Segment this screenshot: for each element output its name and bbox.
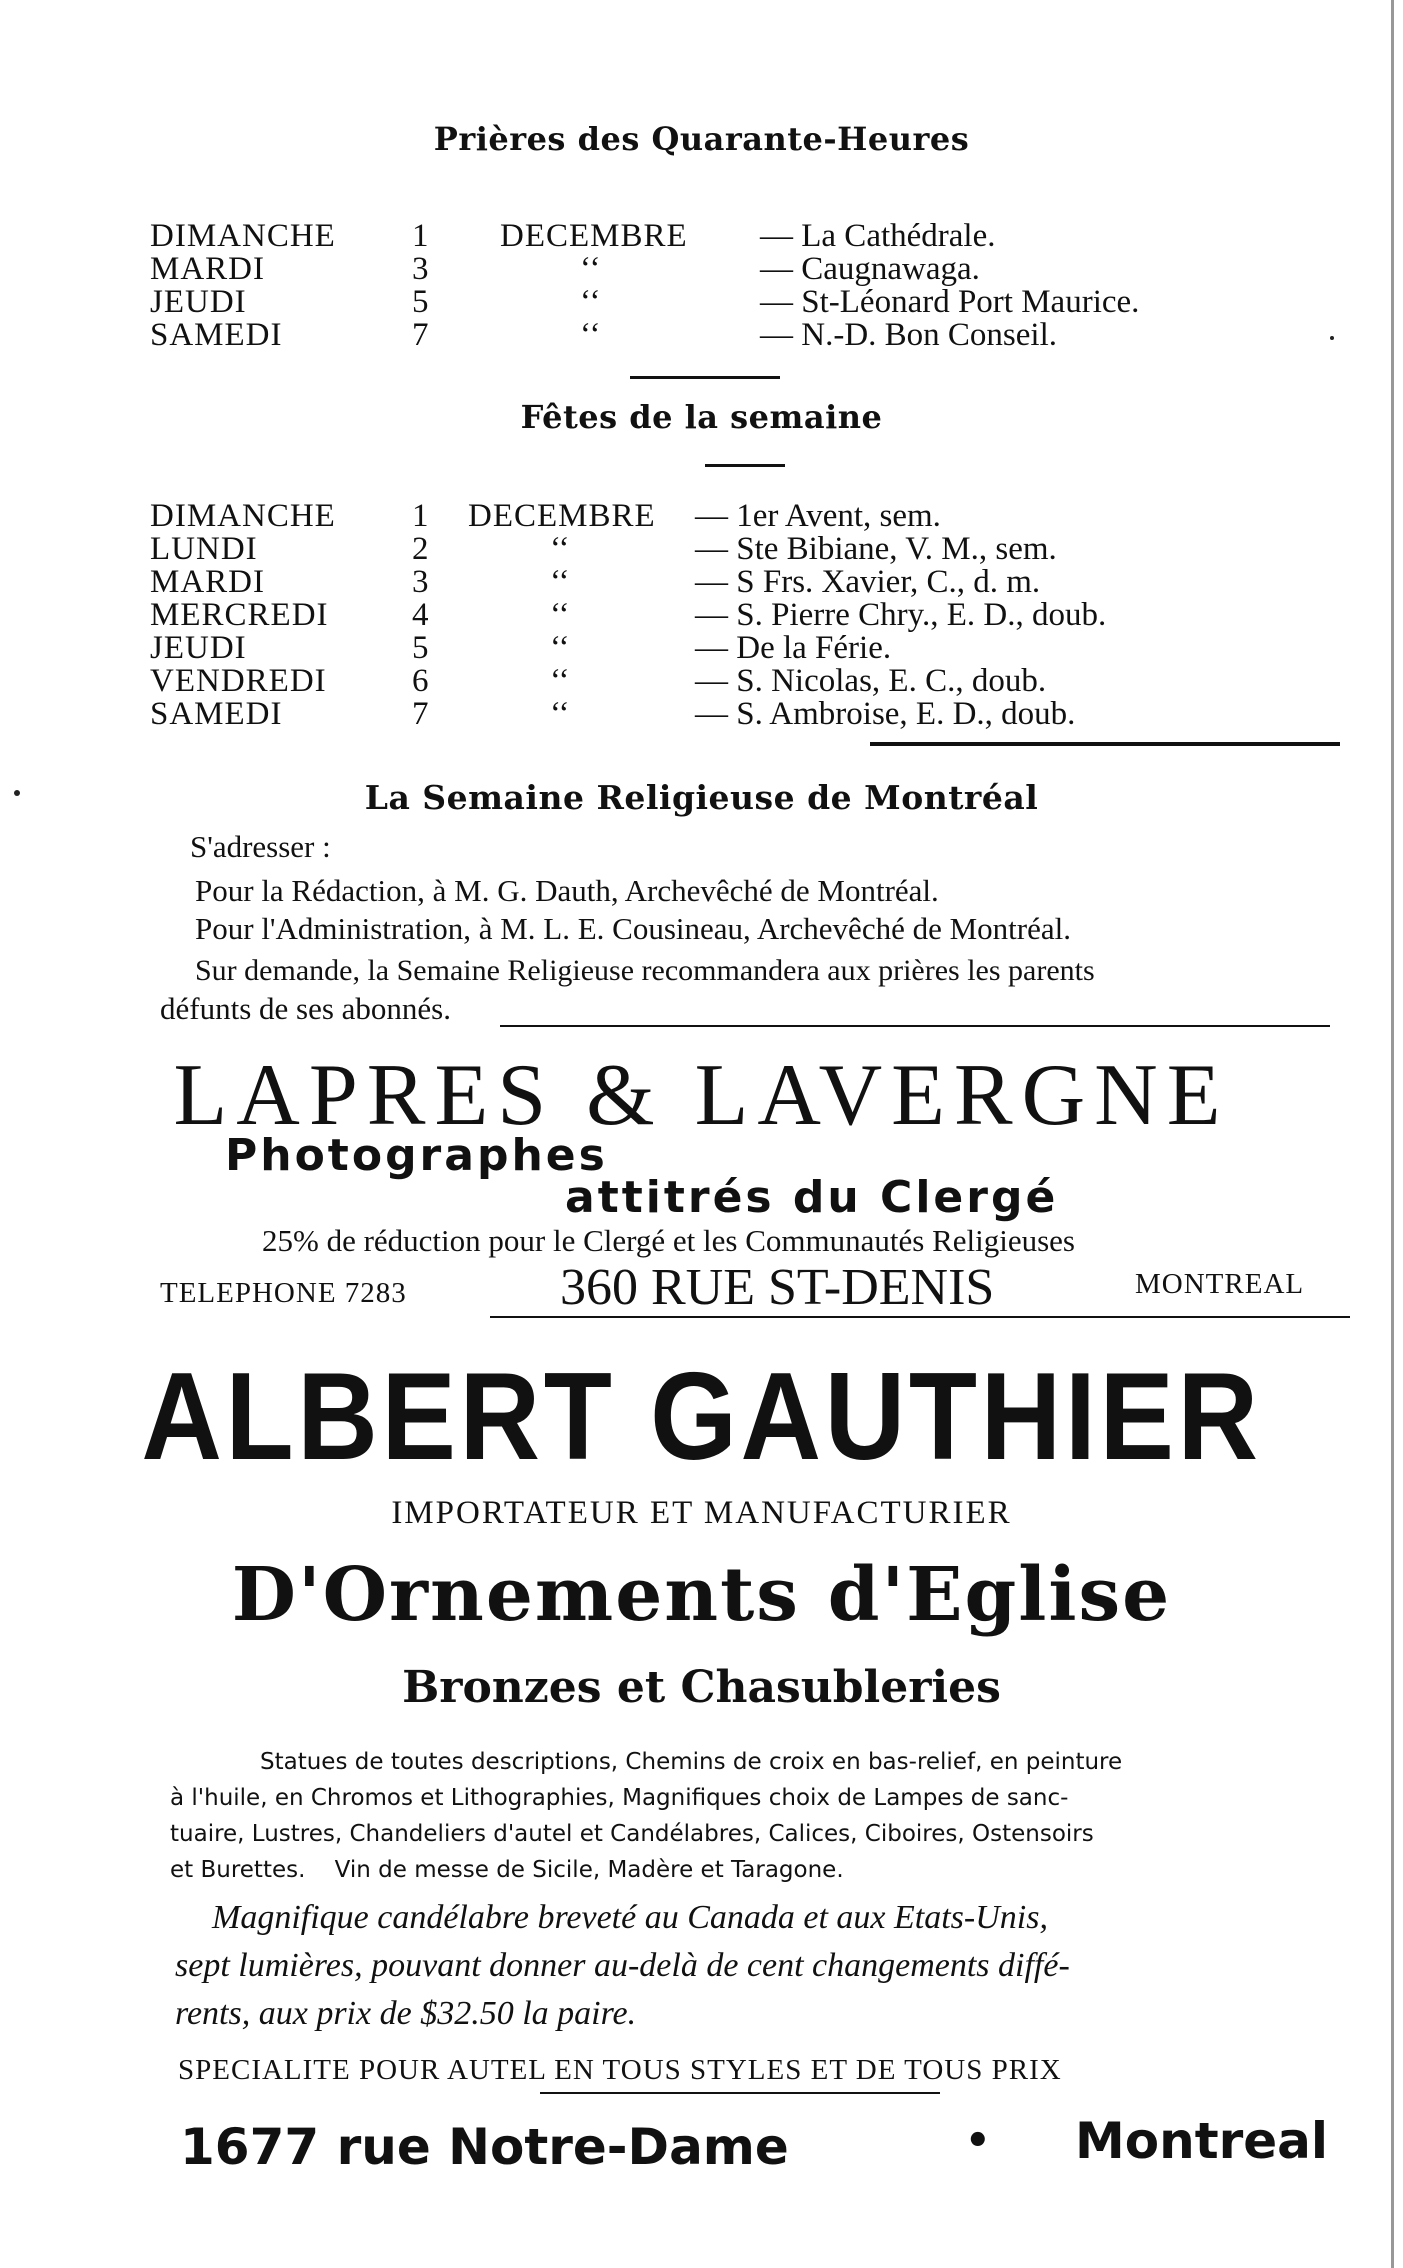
month-cell: DECEMBRE [468,498,656,534]
gauthier-address: 1677 rue Notre-Dame [180,2118,789,2176]
day-cell: MARDI [150,251,266,287]
lapres-lavergne-name: LAPRES & LAVERGNE [173,1047,1230,1144]
month-cell: ‘‘ [550,663,570,699]
semaine-title: La Semaine Religieuse de Montréal [364,778,1039,817]
address-bullet: • [965,2118,991,2164]
specialite-line: SPECIALITE POUR AUTEL EN TOUS STYLES ET DE TOUS PRIX [178,2054,1062,2086]
date-cell: 6 [412,663,429,699]
semaine-line: défunts de ses abonnés. [160,991,451,1026]
feast-cell: — S. Ambroise, E. D., doub. [695,696,1076,732]
albert-gauthier-name: ALBERT GAUTHIER [141,1348,1262,1486]
candelabre-text: Magnifique candélabre breveté au Canada et aux Etats-Unis, [212,1899,1048,1936]
gauthier-description: tuaire, Lustres, Chandeliers d'autel et Candélabres, Calices, Ciboires, Ostensoirs [170,1821,1094,1847]
feast-cell: — Ste Bibiane, V. M., sem. [695,531,1057,567]
month-cell: ‘‘ [550,597,570,633]
place-cell: — La Cathédrale. [760,218,996,254]
semaine-line: S'adresser : [190,829,331,864]
ornements-title: D'Ornements d'Eglise [231,1552,1172,1638]
gauthier-description: et Burettes. Vin de messe de Sicile, Madère et Taragone. [170,1857,844,1883]
day-cell: LUNDI [150,531,258,567]
month-cell: ‘‘ [550,531,570,567]
month-cell: ‘‘ [550,564,570,600]
day-cell: DIMANCHE [150,498,336,534]
divider [705,464,785,467]
month-cell: ‘‘ [550,630,570,666]
date-cell: 3 [412,251,429,287]
month-cell: ‘‘ [580,284,602,320]
quarante-heures-title: Prières des Quarante-Heures [433,120,970,158]
semaine-line: Pour l'Administration, à M. L. E. Cousineau, Archevêché de Montréal. [195,911,1071,946]
gauthier-city: Montreal [1075,2112,1329,2170]
feast-cell: — De la Férie. [695,630,892,666]
place-cell: — St-Léonard Port Maurice. [760,284,1140,320]
gauthier-subtitle: IMPORTATEUR ET MANUFACTURIER [391,1495,1012,1531]
feast-cell: — 1er Avent, sem. [695,498,941,534]
discount-line: 25% de réduction pour le Clergé et les Communautés Religieuses [262,1223,1075,1258]
feast-cell: — S. Nicolas, E. C., doub. [695,663,1047,699]
month-cell: DECEMBRE [500,218,688,254]
divider [540,2092,940,2094]
divider [500,1025,1330,1027]
date-cell: 5 [412,284,429,320]
date-cell: 1 [412,498,429,534]
month-cell: ‘‘ [580,251,602,287]
date-cell: 7 [412,317,429,353]
date-cell: 7 [412,696,429,732]
place-cell: — N.-D. Bon Conseil. [760,317,1057,353]
telephone: TELEPHONE 7283 [160,1277,407,1309]
bronzes-title: Bronzes et Chasubleries [402,1662,1001,1713]
feast-cell: — S Frs. Xavier, C., d. m. [695,564,1041,600]
day-cell: DIMANCHE [150,218,336,254]
day-cell: SAMEDI [150,317,283,353]
divider [630,376,780,379]
day-cell: MERCREDI [150,597,329,633]
day-cell: SAMEDI [150,696,283,732]
day-cell: JEUDI [150,630,247,666]
date-cell: 5 [412,630,429,666]
date-cell: 1 [412,218,429,254]
print-speck [1330,336,1334,340]
photographes-line: Photographes [225,1130,608,1181]
lapres-address: 360 RUE ST-DENIS [560,1259,995,1316]
divider [490,1316,1350,1318]
candelabre-text: rents, aux prix de $32.50 la paire. [175,1995,637,2032]
day-cell: MARDI [150,564,266,600]
gauthier-description: Statues de toutes descriptions, Chemins de croix en bas-relief, en peinture [260,1749,1123,1775]
month-cell: ‘‘ [550,696,570,732]
date-cell: 3 [412,564,429,600]
semaine-line: Sur demande, la Semaine Religieuse recommandera aux prières les parents [195,954,1095,987]
gauthier-description: à l'huile, en Chromos et Lithographies, Magnifiques choix de Lampes de sanc- [170,1785,1069,1811]
day-cell: JEUDI [150,284,247,320]
candelabre-text: sept lumières, pouvant donner au-delà de cent changements diffé- [175,1947,1070,1984]
date-cell: 2 [412,531,429,567]
fetes-title: Fêtes de la semaine [520,398,883,436]
month-cell: ‘‘ [580,317,602,353]
day-cell: VENDREDI [150,663,327,699]
attitres-line: attitrés du Clergé [565,1172,1059,1223]
semaine-line: Pour la Rédaction, à M. G. Dauth, Archevêché de Montréal. [195,873,939,908]
lapres-city: MONTREAL [1135,1268,1305,1300]
date-cell: 4 [412,597,429,633]
divider [870,742,1340,746]
place-cell: — Caugnawaga. [760,251,980,287]
feast-cell: — S. Pierre Chry., E. D., doub. [695,597,1107,633]
